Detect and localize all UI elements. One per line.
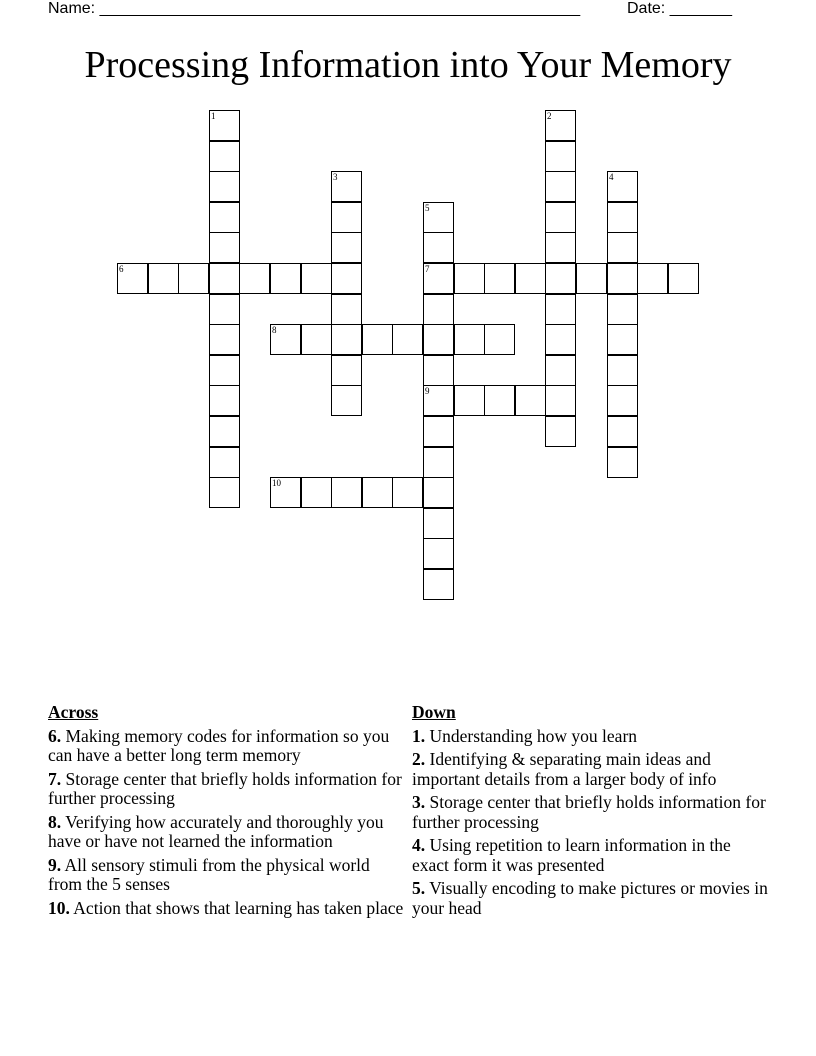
crossword-cell[interactable] — [209, 324, 240, 355]
clue-text: Identifying & separating main ideas and important details from a larger body of info — [412, 749, 717, 789]
crossword-cell[interactable] — [301, 477, 332, 508]
crossword-cell[interactable] — [545, 232, 576, 263]
crossword-cell[interactable] — [607, 447, 638, 478]
date-field-line[interactable]: Date: _______ — [627, 0, 732, 17]
crossword-cell[interactable] — [607, 263, 638, 294]
across-heading: Across — [48, 702, 99, 722]
crossword-cell[interactable] — [331, 385, 362, 416]
across-clues — [48, 703, 404, 922]
crossword-cell[interactable] — [545, 141, 576, 172]
clue-down-5 — [412, 879, 772, 918]
clue-text: Using repetition to learn information in the exact form it was presented — [412, 835, 731, 875]
crossword-cell[interactable] — [607, 324, 638, 355]
crossword-cell[interactable] — [484, 324, 515, 355]
crossword-cell[interactable] — [209, 355, 240, 386]
crossword-cell[interactable] — [607, 202, 638, 233]
crossword-cell[interactable] — [423, 569, 454, 600]
crossword-cell[interactable] — [545, 294, 576, 325]
crossword-cell[interactable] — [515, 263, 546, 294]
crossword-cell[interactable] — [331, 477, 362, 508]
crossword-cell[interactable] — [423, 477, 454, 508]
page-title: Processing Information into Your Memory — [84, 44, 732, 86]
crossword-cell[interactable] — [545, 263, 576, 294]
crossword-cell[interactable] — [545, 416, 576, 447]
crossword-cell[interactable] — [331, 355, 362, 386]
crossword-cell[interactable] — [239, 263, 270, 294]
clue-text: Making memory codes for information so you can have a better long term memory — [48, 725, 390, 765]
crossword-cell[interactable] — [209, 141, 240, 172]
crossword-cell[interactable] — [362, 324, 393, 355]
clue-across-7 — [48, 770, 404, 809]
crossword-cell[interactable] — [607, 232, 638, 263]
clue-text: Visually encoding to make pictures or movies in your head — [412, 878, 768, 918]
crossword-cell[interactable] — [209, 263, 240, 294]
clue-text: All sensory stimuli from the physical world from the 5 senses — [48, 854, 370, 894]
crossword-cell[interactable] — [270, 263, 301, 294]
clue-number: 8. — [48, 811, 62, 832]
clue-number: 7. — [48, 768, 62, 789]
crossword-cell[interactable] — [607, 416, 638, 447]
crossword-cell[interactable] — [607, 294, 638, 325]
crossword-cell[interactable] — [209, 294, 240, 325]
clue-across-10 — [48, 899, 404, 919]
crossword-cell[interactable] — [209, 477, 240, 508]
crossword-cell[interactable] — [545, 385, 576, 416]
clue-number: 9. — [48, 854, 62, 875]
crossword-cell[interactable] — [545, 324, 576, 355]
crossword-cell[interactable] — [209, 202, 240, 233]
clue-down-2 — [412, 750, 772, 789]
clue-number: 6. — [48, 725, 62, 746]
clue-down-1 — [412, 727, 772, 747]
crossword-cell[interactable] — [423, 416, 454, 447]
clue-down-3 — [412, 793, 772, 832]
crossword-cell[interactable] — [209, 447, 240, 478]
crossword-cell[interactable] — [209, 232, 240, 263]
name-field-line[interactable]: Name: ______________________________________________________ — [48, 0, 581, 17]
crossword-cell[interactable] — [454, 263, 485, 294]
clue-number-label: 10 — [272, 478, 281, 488]
crossword-cell[interactable] — [484, 263, 515, 294]
crossword-cell[interactable] — [148, 263, 179, 294]
clue-number-label: 5 — [425, 203, 430, 213]
crossword-cell[interactable] — [362, 477, 393, 508]
crossword-cell[interactable] — [454, 385, 485, 416]
clue-number-label: 1 — [211, 111, 216, 121]
crossword-cell[interactable] — [423, 324, 454, 355]
crossword-cell[interactable] — [423, 447, 454, 478]
crossword-cell[interactable] — [576, 263, 607, 294]
clue-number: 2. — [412, 749, 426, 769]
crossword-cell[interactable] — [301, 263, 332, 294]
crossword-cell[interactable] — [607, 385, 638, 416]
clue-number-label: 7 — [425, 264, 430, 274]
crossword-cell[interactable] — [209, 416, 240, 447]
clue-text: Action that shows that learning has taken place — [73, 897, 404, 918]
clue-text: Storage center that briefly holds information for further processing — [48, 768, 402, 808]
clue-number-label: 4 — [609, 172, 614, 182]
down-heading: Down — [412, 702, 456, 722]
crossword-cell[interactable] — [209, 385, 240, 416]
crossword-cell[interactable] — [392, 477, 423, 508]
clue-number-label: 6 — [119, 264, 124, 274]
crossword-cell[interactable] — [331, 232, 362, 263]
clue-number-label: 3 — [333, 172, 338, 182]
crossword-cell[interactable] — [545, 202, 576, 233]
crossword-cell[interactable] — [545, 171, 576, 202]
crossword-cell[interactable] — [423, 508, 454, 539]
clue-number: 3. — [412, 792, 426, 812]
crossword-cell[interactable] — [423, 232, 454, 263]
crossword-cell[interactable] — [423, 355, 454, 386]
clue-text: Storage center that briefly holds information for further processing — [412, 792, 766, 832]
crossword-cell[interactable] — [331, 324, 362, 355]
crossword-cell[interactable] — [545, 355, 576, 386]
clue-number-label: 9 — [425, 386, 430, 396]
clue-number: 5. — [412, 878, 426, 898]
clue-number: 10. — [48, 897, 70, 918]
clue-number: 1. — [412, 725, 426, 746]
crossword-cell[interactable] — [668, 263, 699, 294]
crossword-cell[interactable] — [301, 324, 332, 355]
clue-number-label: 2 — [547, 111, 552, 121]
clue-down-4 — [412, 836, 772, 875]
crossword-cell[interactable] — [209, 171, 240, 202]
down-clues — [412, 703, 772, 922]
crossword-cell[interactable] — [392, 324, 423, 355]
crossword-cell[interactable] — [607, 355, 638, 386]
crossword-cell[interactable] — [331, 294, 362, 325]
clue-across-8 — [48, 813, 404, 852]
clue-across-9 — [48, 856, 404, 895]
clue-text: Verifying how accurately and thoroughly you have or have not learned the information — [48, 811, 384, 851]
crossword-cell[interactable] — [178, 263, 209, 294]
crossword-cell[interactable] — [484, 385, 515, 416]
crossword-cell[interactable] — [423, 294, 454, 325]
crossword-cell[interactable] — [331, 202, 362, 233]
crossword-cell[interactable] — [454, 324, 485, 355]
crossword-cell[interactable] — [637, 263, 668, 294]
crossword-cell[interactable] — [515, 385, 546, 416]
crossword-cell[interactable] — [331, 263, 362, 294]
clue-across-6 — [48, 727, 404, 766]
clue-number: 4. — [412, 835, 426, 855]
clue-text: Understanding how you learn — [429, 725, 638, 746]
clue-number-label: 8 — [272, 325, 277, 335]
crossword-cell[interactable] — [423, 538, 454, 569]
